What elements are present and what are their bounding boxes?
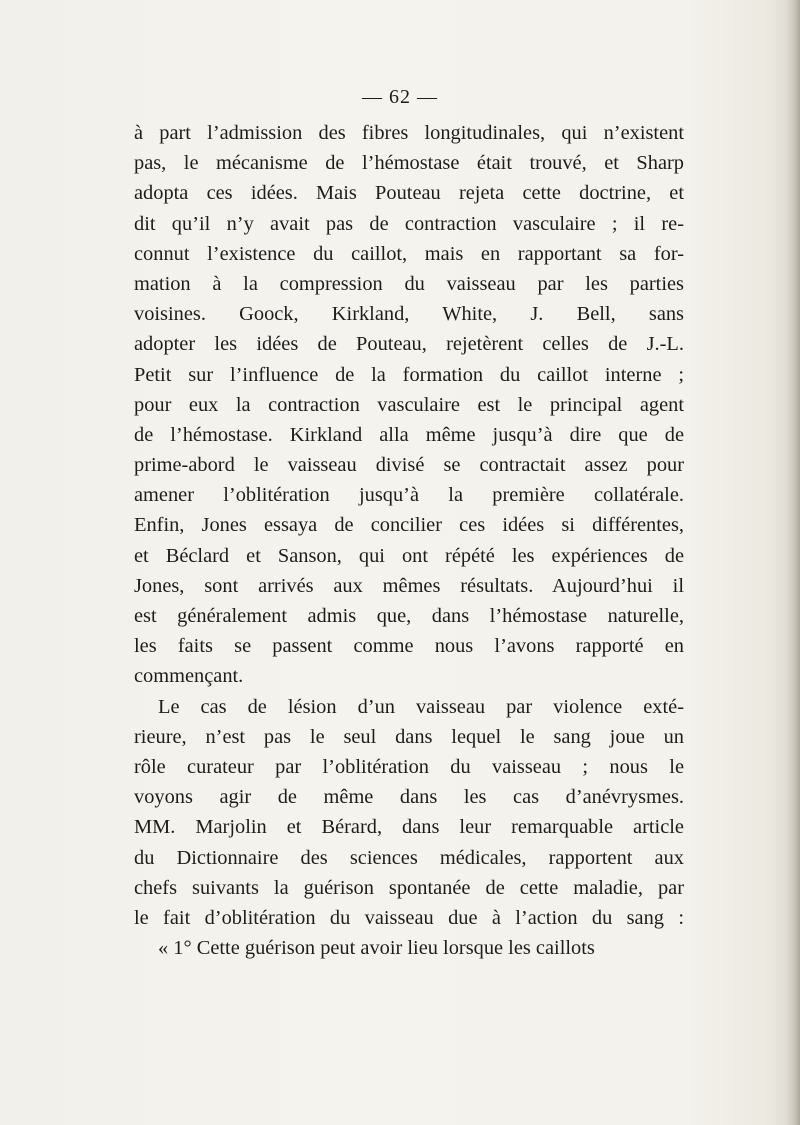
body-text	[134, 118, 684, 963]
text-line: Enfin, Jones essaya de concilier ces idées si différentes,	[134, 514, 684, 537]
text-line: est généralement admis que, dans l’hémostase naturelle,	[134, 605, 684, 627]
page-number: — 62 —	[362, 86, 438, 108]
text-line: prime-abord le vaisseau divisé se contractait assez pour	[134, 454, 684, 477]
text-line: pas, le mécanisme de l’hémostase était trouvé, et Sharp	[134, 152, 684, 175]
text-line: dit qu’il n’y avait pas de contraction vasculaire ; il re-	[134, 212, 684, 235]
text-line: Le cas de lésion d’un vaisseau par violence exté-	[158, 695, 684, 718]
text-line: MM. Marjolin et Bérard, dans leur remarquable article	[134, 816, 684, 839]
text-line: et Béclard et Sanson, qui ont répété les expériences de	[134, 544, 684, 567]
text-line: commençant.	[134, 665, 244, 688]
text-line: connut l’existence du caillot, mais en rapportant sa for-	[134, 242, 684, 265]
text-line: Petit sur l’influence de la formation du caillot interne ;	[134, 363, 684, 386]
text-line: adopta ces idées. Mais Pouteau rejeta cette doctrine, et	[134, 182, 684, 205]
text-line: rieure, n’est pas le seul dans lequel le sang joue un	[134, 725, 684, 748]
text-line: le fait d’oblitération du vaisseau due à l’action du sang :	[134, 906, 684, 929]
text-line: de l’hémostase. Kirkland alla même jusqu’à dire que de	[134, 423, 684, 446]
text-line: les faits se passent comme nous l’avons rapporté en	[134, 635, 684, 658]
page-edge-shadow	[786, 0, 800, 1125]
text-line: chefs suivants la guérison spontanée de cette maladie, par	[134, 876, 684, 899]
text-line: du Dictionnaire des sciences médicales, rapportent aux	[134, 846, 684, 869]
text-line: rôle curateur par l’oblitération du vaisseau ; nous le	[134, 755, 684, 778]
text-line: pour eux la contraction vasculaire est le principal agent	[134, 393, 684, 416]
text-line: mation à la compression du vaisseau par les parties	[134, 272, 684, 295]
text-line: voisines. Goock, Kirkland, White, J. Bell, sans	[134, 303, 684, 326]
text-line: Jones, sont arrivés aux mêmes résultats. Aujourd’hui il	[134, 574, 684, 597]
text-line: voyons agir de même dans les cas d’anévrysmes.	[134, 786, 684, 809]
text-line: « 1° Cette guérison peut avoir lieu lorsque les caillots	[158, 937, 595, 960]
text-line: amener l’oblitération jusqu’à la première collatérale.	[134, 484, 684, 507]
text-line: adopter les idées de Pouteau, rejetèrent celles de J.-L.	[134, 333, 684, 356]
text-line: à part l’admission des fibres longitudinales, qui n’existent	[134, 122, 684, 144]
